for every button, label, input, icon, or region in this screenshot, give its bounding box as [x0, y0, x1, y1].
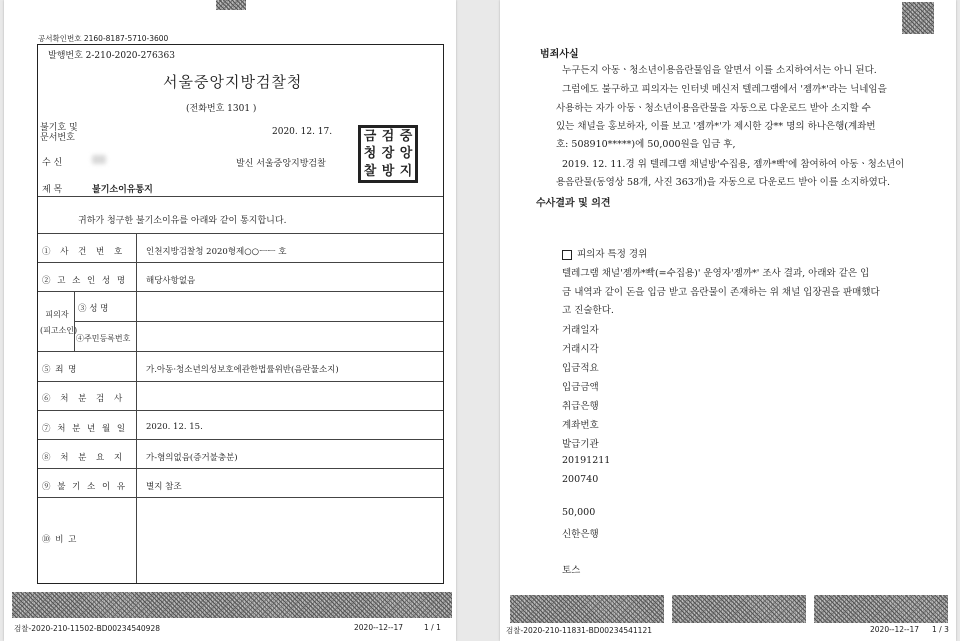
- row-label: ⑨ 불 기 소 이 유: [42, 482, 128, 492]
- row-value: 별지 참조: [146, 482, 182, 492]
- field-label: 취급은행: [562, 401, 599, 412]
- top-right-noise-stamp: [902, 2, 934, 34]
- footer-date: 2020--12--17: [354, 623, 403, 632]
- issue-number: 발행번호 2-210-2020-276363: [48, 51, 175, 61]
- field-value: 200740: [562, 474, 599, 485]
- notice-form: [37, 44, 444, 584]
- row-value: 가.아동·청소년의성보호에관한법률위반(음란물소지): [146, 365, 339, 375]
- intro-text: 귀하가 청구한 불기소이유를 아래와 같이 통지합니다.: [78, 216, 287, 226]
- subject-label: 제 목: [42, 185, 63, 195]
- issue-date: 2020. 12. 17.: [272, 127, 333, 137]
- document-page-2: [500, 0, 956, 641]
- row-label: ⑤ 죄 명: [42, 365, 78, 375]
- suspect-name-label: ③ 성 명: [78, 304, 109, 314]
- facts-line: 그럼에도 불구하고 피의자는 인터넷 메신저 텔레그램에서 '젬까*'라는 닉네임을: [562, 84, 887, 95]
- result-line: 고 진술한다.: [562, 305, 614, 316]
- row-label: ⑥ 처 분 검 사: [42, 394, 126, 404]
- field-value: 50,000: [562, 507, 596, 518]
- office-title: 서울중앙지방검찰청: [163, 73, 303, 91]
- result-line: 텔레그램 채널'젬까*빡(=수집용)' 운영자'젬까*' 조사 결과, 아래와 같은 입: [562, 268, 870, 279]
- suspect-id-label: ④주민등록번호: [76, 334, 131, 343]
- facts-line: 2019. 12. 11.경 위 텔레그램 채널방'수집용, 젬까*빡'에 참여하여 아동ㆍ청소년이: [562, 159, 905, 170]
- field-label: 거래일자: [562, 325, 599, 336]
- footer-page: 1 / 3: [932, 625, 949, 634]
- footer-date: 2020--12--17: [870, 625, 919, 634]
- facts-line: 호: 508910*****)에 50,000원을 입금 후,: [556, 139, 736, 150]
- footer-page: 1 / 1: [424, 623, 441, 632]
- official-seal: 금 검 중 청 장 앙 찰 방 지: [358, 125, 418, 183]
- suspect-label: 피의자 (피고소인): [40, 310, 78, 335]
- row-label: ⑩ 비 고: [42, 535, 78, 545]
- facts-heading: 범죄사실: [540, 49, 579, 60]
- bottom-noise-strip: [12, 592, 452, 618]
- field-label: 입금적요: [562, 363, 599, 374]
- subject: 불기소이유통지: [92, 185, 153, 195]
- result-heading: 수사결과 및 의견: [536, 198, 611, 209]
- recipient-label: 수 신: [42, 158, 63, 168]
- phone-number: (전화번호 1301 ): [186, 104, 257, 114]
- row-value: 2020. 12. 15.: [146, 422, 203, 432]
- row-value: 가-혐의없음(증거불충분): [146, 453, 238, 463]
- row-value: 인천지방검찰청 2020형제○○ㅡㅡ 호: [146, 247, 287, 257]
- bottom-noise-strip: [510, 595, 664, 623]
- top-noise-stamp: [216, 0, 246, 10]
- record-label: 불기호 및 문서번호: [40, 123, 78, 143]
- result-line: 금 내역과 같이 돈을 입금 받고 음란물이 존재하는 위 채널 입장권을 판매했다: [562, 287, 880, 298]
- field-label: 발급기관: [562, 439, 599, 450]
- row-label: ① 사 건 번 호: [42, 247, 126, 257]
- field-value: 신한은행: [562, 529, 599, 540]
- recipient-redacted: [92, 155, 106, 164]
- row-label: ② 고 소 인 성 명: [42, 276, 128, 286]
- checkbox-item: 피의자 특정 경위: [562, 246, 647, 260]
- bottom-noise-strip: [814, 595, 948, 623]
- footer-id: 검찰-2020-210-11831-BD00234541121: [506, 626, 652, 635]
- bottom-noise-strip: [672, 595, 806, 623]
- field-value: 20191211: [562, 455, 611, 466]
- document-page-1: [4, 0, 456, 641]
- facts-line: 있는 채널을 홍보하자, 이를 보고 '젬까*'가 제시한 강** 명의 하나은행(계좌번: [556, 121, 876, 132]
- facts-line: 누구든지 아동ㆍ청소년이용음란물임을 알면서 이를 소지하여서는 아니 된다.: [562, 65, 877, 76]
- field-value: 토스: [562, 565, 581, 576]
- field-label: 거래시각: [562, 344, 599, 355]
- field-label: 입금금액: [562, 382, 599, 393]
- doc-confirm-number: 공서확인번호 2160-8187-5710-3600: [38, 34, 169, 43]
- footer-id: 검찰-2020-210-11502-BD00234540928: [14, 624, 160, 633]
- field-label: 계좌번호: [562, 420, 599, 431]
- row-label: ⑧ 처 분 요 지: [42, 453, 126, 463]
- checkbox-icon: [562, 250, 572, 260]
- row-label: ⑦ 처 분 년 월 일: [42, 424, 128, 434]
- row-value: 해당사항없음: [146, 276, 196, 286]
- sender: 발신 서울중앙지방검찰: [236, 159, 326, 169]
- facts-line: 용음란물(동영상 58개, 사진 363개)을 자동으로 다운로드 받아 이를 소지하였다.: [556, 177, 890, 188]
- facts-line: 사용하는 자가 아동ㆍ청소년이용음란물을 자동으로 다운로드 받아 소지할 수: [556, 103, 871, 114]
